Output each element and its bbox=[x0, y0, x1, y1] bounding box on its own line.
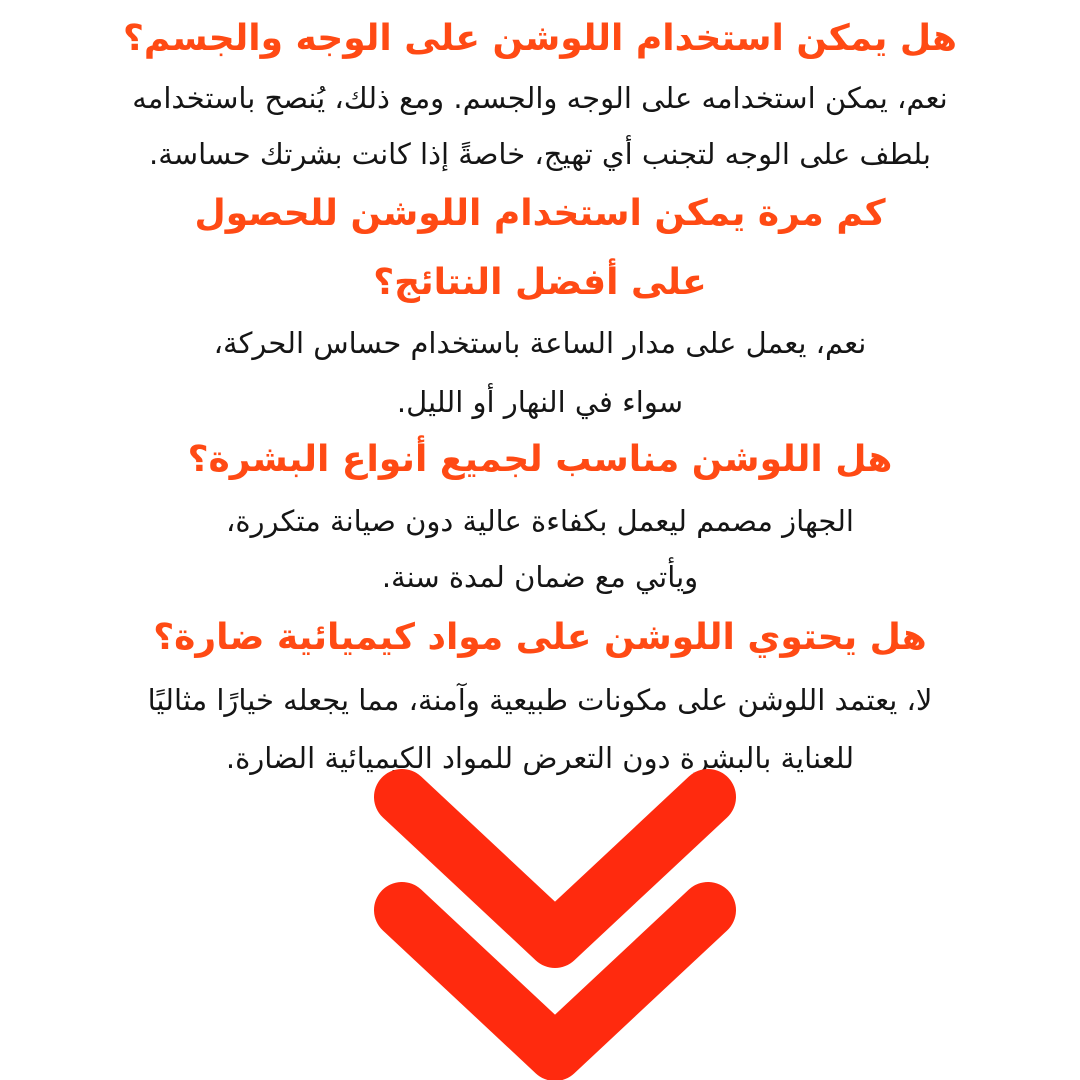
faq-question-2-line-2: على أفضل النتائج؟ bbox=[373, 262, 707, 303]
faq-answer-3-line-2: ويأتي مع ضمان لمدة سنة. bbox=[381, 560, 699, 594]
faq-answer-1-line-1: نعم، يمكن استخدامه على الوجه والجسم. ومع ذلك، يُنصح باستخدامه bbox=[132, 81, 948, 115]
faq-answer-4-line-2: للعناية بالبشرة دون التعرض للمواد الكيميائية الضارة. bbox=[225, 741, 855, 775]
faq-answer-2-line-1: نعم، يعمل على مدار الساعة باستخدام حساس الحركة، bbox=[213, 326, 867, 360]
faq-question-4: هل يحتوي اللوشن على مواد كيميائية ضارة؟ bbox=[153, 617, 927, 658]
faq-question-1: هل يمكن استخدام اللوشن على الوجه والجسم؟ bbox=[123, 18, 957, 59]
faq-answer-3-line-1: الجهاز مصمم ليعمل بكفاءة عالية دون صيانة متكررة، bbox=[225, 504, 854, 538]
faq-question-2-line-1: كم مرة يمكن استخدام اللوشن للحصول bbox=[194, 193, 886, 234]
faq-answer-4-line-1: لا، يعتمد اللوشن على مكونات طبيعية وآمنة، مما يجعله خيارًا مثاليًا bbox=[147, 683, 933, 717]
faq-question-3: هل اللوشن مناسب لجميع أنواع البشرة؟ bbox=[187, 439, 893, 480]
faq-answer-2-line-2: سواء في النهار أو الليل. bbox=[396, 385, 684, 419]
faq-answer-1-line-2: بلطف على الوجه لتجنب أي تهيج، خاصةً إذا كانت بشرتك حساسة. bbox=[149, 137, 931, 171]
